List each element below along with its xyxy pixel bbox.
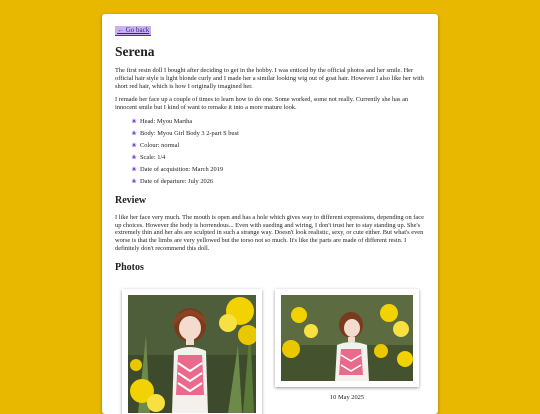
detail-item — [131, 130, 425, 138]
flower-bullet-icon: ❀ — [131, 178, 137, 185]
photo-2-caption: 10 May 2025 — [329, 393, 365, 401]
photo-gallery — [115, 281, 425, 411]
detail-text: Colour: normal — [140, 141, 180, 149]
detail-item — [131, 154, 425, 162]
doll-photo-2-image — [281, 295, 413, 381]
go-back-link[interactable]: ← Go back — [117, 26, 150, 34]
intro-paragraph-2: I remade her face up a couple of times to learn how to do one. Some worked, some not really. Currently she has an innocent smile but I kind of want to remake it into a more mature look. — [115, 96, 409, 112]
review-paragraph: I like her face very much. The mouth is open and has a hole which gives way to different expressions, depending on face up choices. However the body is horrendous... Even with sueding and wiring, I don't trust her to stay standing up. She's extremely thin and her abs are sculpted in such a strange way. Doesn't look realistic, sexy, or cute either. But what's even worse is that the limbs are very yellowed but the torso not so much. It's like the parts are made of different resin. I definitely don't recommend this doll. — [115, 213, 424, 252]
details-list — [115, 118, 425, 186]
photo-2[interactable] — [275, 289, 419, 387]
detail-item — [131, 118, 425, 126]
detail-text: Head: Myou Martha — [140, 117, 193, 125]
flower-bullet-icon: ❀ — [131, 130, 137, 137]
review-heading: Review — [115, 194, 147, 206]
flower-bullet-icon: ❀ — [131, 166, 137, 173]
detail-text: Scale: 1/4 — [140, 153, 166, 161]
detail-text: Date of departure: July 2026 — [140, 177, 214, 185]
flower-bullet-icon: ❀ — [131, 154, 137, 161]
detail-item — [131, 142, 425, 150]
photo-1[interactable] — [122, 289, 262, 414]
flower-bullet-icon: ❀ — [131, 142, 137, 149]
detail-item — [131, 178, 425, 186]
content-card — [102, 14, 438, 414]
page-title: Serena — [115, 44, 155, 59]
flower-bullet-icon: ❀ — [131, 118, 137, 125]
detail-text: Date of acquisition: March 2019 — [140, 165, 224, 173]
photos-heading: Photos — [115, 261, 144, 273]
detail-item — [131, 166, 425, 174]
doll-photo-1-image — [128, 295, 256, 413]
detail-text: Body: Myou Girl Body 3 2-part S bust — [140, 129, 239, 137]
intro-paragraph-1: The first resin doll I bought after deciding to get in the hobby. I was enticed by the official photos and her smile. Her official hair style is light blonde curly and I made her a similar looking wig out of goat hair. However I also like her with short red hair, which is how I originally imagined her. — [115, 67, 424, 90]
